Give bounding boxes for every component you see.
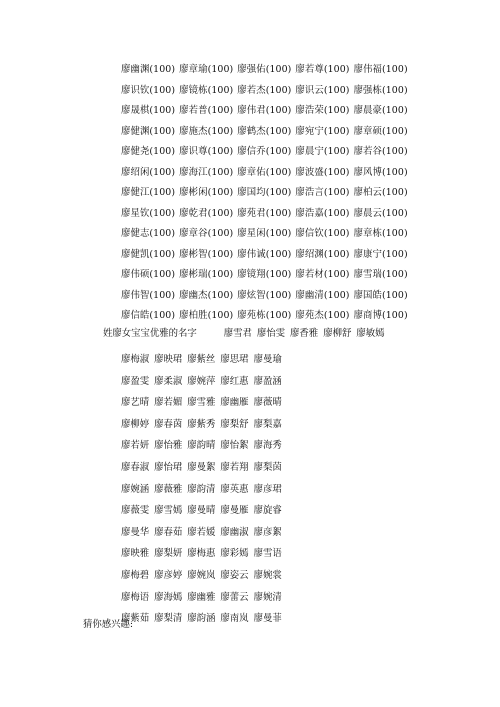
name-score-entry: 廖幽清(100) xyxy=(295,289,350,301)
name-score-entry: 廖国皓(100) xyxy=(353,289,408,301)
girl-name-entry: 廖紫秀 xyxy=(187,418,216,430)
girl-name-entry: 廖梨茵 xyxy=(253,461,282,473)
name-score-entry: 廖识钦(100) xyxy=(121,84,176,96)
name-score-entry: 廖炫智(100) xyxy=(237,289,292,301)
girl-name-entry: 廖姿云 xyxy=(220,569,249,581)
name-row xyxy=(121,500,381,522)
name-score-entry: 廖识云(100) xyxy=(295,84,350,96)
name-row xyxy=(121,608,381,630)
girl-name-entry: 廖梨妍 xyxy=(154,548,183,560)
girl-name-list xyxy=(121,349,381,630)
name-score-entry: 廖柏云(100) xyxy=(353,187,408,198)
name-score-entry: 廖伟硕(100) xyxy=(121,269,176,280)
name-row xyxy=(121,565,381,587)
name-row xyxy=(121,60,421,81)
name-score-entry: 廖绍渊(100) xyxy=(295,248,350,260)
name-score-entry: 廖信皓(100) xyxy=(121,310,176,321)
name-score-entry: 廖星闲(100) xyxy=(237,228,292,239)
name-score-entry: 廖彬瑞(100) xyxy=(179,269,234,280)
name-row xyxy=(121,306,421,327)
girl-name-entry: 廖彦絮 xyxy=(253,526,282,538)
name-score-entry: 廖苑杰(100) xyxy=(295,310,350,321)
name-score-entry: 廖波盛(100) xyxy=(295,166,350,178)
name-row xyxy=(121,101,421,122)
girl-name-entry: 廖薇雯 xyxy=(121,505,150,517)
name-score-entry: 廖彬智(100) xyxy=(179,248,234,260)
girl-name-entry: 廖婉岚 xyxy=(187,569,216,581)
name-score-entry: 廖镜翔(100) xyxy=(237,269,292,280)
name-score-entry: 廖海江(100) xyxy=(179,166,234,178)
girl-name-entry: 廖紫茹 xyxy=(121,613,150,625)
girl-name-entry: 廖梨清 xyxy=(154,613,183,625)
girl-name-entry: 廖若妍 xyxy=(121,440,150,452)
name-score-entry: 廖健凯(100) xyxy=(121,248,176,260)
name-score-entry: 廖健志(100) xyxy=(121,228,176,239)
name-score-entry: 廖识尊(100) xyxy=(179,146,234,157)
name-score-entry: 廖晨豪(100) xyxy=(353,105,408,116)
name-score-entry: 廖康宁(100) xyxy=(353,248,408,260)
name-score-entry: 廖健尧(100) xyxy=(121,146,176,157)
girl-name-entry: 廖薇雅 xyxy=(154,483,183,495)
name-score-entry: 廖若尊(100) xyxy=(295,64,350,75)
name-row xyxy=(121,587,381,609)
name-score-entry: 廖章硕(100) xyxy=(353,125,408,137)
girl-name-entry: 廖柔淑 xyxy=(154,375,183,387)
girl-name-entry: 廖雪语 xyxy=(253,548,282,560)
name-score-entry: 廖章瑜(100) xyxy=(179,64,234,75)
name-score-entry: 廖伟智(100) xyxy=(121,289,176,301)
girl-name-entry: 廖彩嫣 xyxy=(220,548,249,560)
name-score-entry: 廖苑君(100) xyxy=(237,207,292,219)
name-score-entry: 廖若谷(100) xyxy=(353,146,408,157)
girl-name-entry: 廖海嫣 xyxy=(154,591,183,603)
name-score-entry: 廖柏胜(100) xyxy=(179,310,234,321)
heading-names xyxy=(224,328,390,339)
name-row xyxy=(121,265,421,286)
girl-name-entry: 廖梨嘉 xyxy=(253,418,282,430)
girl-name-entry: 廖紫丝 xyxy=(187,354,216,365)
girl-name-entry: 廖春茵 xyxy=(154,418,183,430)
name-row xyxy=(121,543,381,565)
girl-name-entry: 廖海秀 xyxy=(253,440,282,452)
girl-name-entry: 廖春淑 xyxy=(121,461,150,473)
girl-name-entry: 廖婉清 xyxy=(253,591,282,603)
girl-name-entry: 廖彦婷 xyxy=(154,569,183,581)
name-score-entry: 廖强栋(100) xyxy=(353,84,408,96)
girl-name-entry: 廖曼瑜 xyxy=(253,354,282,365)
girl-name-entry: 廖曼絮 xyxy=(187,461,216,473)
girl-name-entry: 廖韵晴 xyxy=(187,440,216,452)
name-score-entry: 廖强佑(100) xyxy=(237,64,292,75)
girl-name-entry: 廖春茹 xyxy=(154,526,183,538)
girl-name-entry: 廖雪嫣 xyxy=(154,505,183,517)
girl-name-entry: 廖梅碧 xyxy=(121,569,150,581)
name-score-entry: 廖若杰(100) xyxy=(237,84,292,96)
name-row xyxy=(121,349,381,371)
girl-name-entry: 廖映雅 xyxy=(121,548,150,560)
name-score-entry: 廖苑栋(100) xyxy=(237,310,292,321)
name-row xyxy=(121,163,421,184)
girl-name-entry: 廖梅淑 xyxy=(121,354,150,365)
name-score-entry: 廖镜栋(100) xyxy=(179,84,234,96)
girl-name-entry: 廖梨舒 xyxy=(220,418,249,430)
name-score-entry: 廖伟福(100) xyxy=(353,64,408,75)
name-score-entry: 廖章佑(100) xyxy=(237,166,292,178)
name-row xyxy=(121,457,381,479)
girl-name-entry: 廖敏嫣 xyxy=(356,328,385,339)
name-score-entry: 廖信钦(100) xyxy=(295,228,350,239)
section-title: 姓廖女宝宝优雅的名字 xyxy=(103,328,197,339)
name-score-entry: 廖星钦(100) xyxy=(121,207,176,219)
name-score-entry: 廖商博(100) xyxy=(353,310,408,321)
name-score-entry: 廖幽杰(100) xyxy=(179,289,234,301)
name-score-entry: 廖若普(100) xyxy=(179,105,234,116)
girl-name-entry: 廖曼晴 xyxy=(187,505,216,517)
girl-name-entry: 廖盈涵 xyxy=(253,375,282,387)
name-score-entry: 廖施杰(100) xyxy=(179,125,234,137)
name-score-entry: 廖彬闲(100) xyxy=(179,187,234,198)
girl-name-entry: 廖梅惠 xyxy=(187,548,216,560)
name-row xyxy=(121,522,381,544)
girl-name-entry: 廖曼菲 xyxy=(253,613,282,625)
name-score-entry: 廖风博(100) xyxy=(353,166,408,178)
name-score-entry: 廖晟棋(100) xyxy=(121,105,176,116)
name-row xyxy=(121,81,421,102)
name-score-entry: 廖鹤杰(100) xyxy=(237,125,292,137)
girl-name-entry: 廖映珺 xyxy=(154,354,183,365)
girl-name-entry: 廖韵涵 xyxy=(187,613,216,625)
girl-names-heading xyxy=(103,327,389,341)
girl-name-entry: 廖盈雯 xyxy=(121,375,150,387)
girl-name-entry: 廖曼华 xyxy=(121,526,150,538)
girl-name-entry: 廖艺晴 xyxy=(121,397,150,409)
name-score-entry: 廖健江(100) xyxy=(121,187,176,198)
name-score-entry: 廖浩荣(100) xyxy=(295,105,350,116)
name-score-entry: 廖幽渊(100) xyxy=(121,64,176,75)
name-score-entry: 廖绍闲(100) xyxy=(121,166,176,178)
girl-name-entry: 廖彦珺 xyxy=(253,483,282,495)
name-score-entry: 廖乾君(100) xyxy=(179,207,234,219)
name-row xyxy=(121,204,421,225)
name-row xyxy=(121,371,381,393)
girl-name-entry: 廖婉裳 xyxy=(253,569,282,581)
name-score-entry: 廖若材(100) xyxy=(295,269,350,280)
name-score-entry: 廖信乔(100) xyxy=(237,146,292,157)
name-score-entry: 廖晨宁(100) xyxy=(295,146,350,157)
name-score-entry: 廖国均(100) xyxy=(237,187,292,198)
girl-name-entry: 廖怡珺 xyxy=(154,461,183,473)
name-row xyxy=(121,392,381,414)
girl-name-entry: 廖香雅 xyxy=(290,328,319,339)
name-score-entry: 廖晨云(100) xyxy=(353,207,408,219)
name-score-entry: 廖健渊(100) xyxy=(121,125,176,137)
name-row xyxy=(121,414,381,436)
girl-name-entry: 廖幽雅 xyxy=(187,591,216,603)
girl-name-entry: 廖幽淑 xyxy=(220,526,249,538)
name-row xyxy=(121,142,421,163)
girl-name-entry: 廖柳舒 xyxy=(323,328,352,339)
girl-name-entry: 廖幽雁 xyxy=(220,397,249,409)
name-score-entry: 廖章栋(100) xyxy=(353,228,408,239)
name-score-entry: 廖浩嘉(100) xyxy=(295,207,350,219)
girl-name-entry: 廖梅语 xyxy=(121,591,150,603)
girl-name-entry: 廖薇晴 xyxy=(253,397,282,409)
name-score-entry: 廖伟君(100) xyxy=(237,105,292,116)
name-row xyxy=(121,183,421,204)
name-row xyxy=(121,224,421,245)
girl-name-entry: 廖旋睿 xyxy=(253,505,282,517)
name-score-list xyxy=(121,60,421,327)
girl-name-entry: 廖怡雯 xyxy=(256,328,286,339)
name-row xyxy=(121,245,421,266)
girl-name-entry: 廖英惠 xyxy=(220,483,249,495)
name-row xyxy=(121,479,381,501)
girl-name-entry: 廖雪君 xyxy=(223,328,252,339)
girl-name-entry: 廖若媛 xyxy=(187,526,216,538)
name-score-entry: 廖伟诚(100) xyxy=(237,248,292,260)
girl-name-entry: 廖雪雅 xyxy=(187,397,216,409)
girl-name-entry: 廖怡雅 xyxy=(154,440,183,452)
girl-name-entry: 廖蕾云 xyxy=(220,591,249,603)
girl-name-entry: 廖婉萍 xyxy=(187,375,216,387)
name-score-entry: 廖宛宁(100) xyxy=(295,125,350,137)
name-row xyxy=(121,122,421,143)
name-score-entry: 廖章谷(100) xyxy=(179,228,234,239)
girl-name-entry: 廖怡絮 xyxy=(220,440,249,452)
girl-name-entry: 廖若翔 xyxy=(220,461,249,473)
girl-name-entry: 廖南岚 xyxy=(220,613,249,625)
girl-name-entry: 廖若媚 xyxy=(154,397,183,409)
girl-name-entry: 廖思珺 xyxy=(220,354,249,365)
name-row xyxy=(121,435,381,457)
related-label: 猜你感兴趣: xyxy=(83,619,134,630)
girl-name-entry: 廖婉涵 xyxy=(121,483,150,495)
girl-name-entry: 廖红惠 xyxy=(220,375,249,387)
girl-name-entry: 廖曼雁 xyxy=(220,505,249,517)
girl-name-entry: 廖韵清 xyxy=(187,483,216,495)
name-score-entry: 廖雪瑞(100) xyxy=(353,269,408,280)
girl-name-entry: 廖柳婷 xyxy=(121,418,150,430)
name-row xyxy=(121,286,421,307)
name-score-entry: 廖浩言(100) xyxy=(295,187,350,198)
